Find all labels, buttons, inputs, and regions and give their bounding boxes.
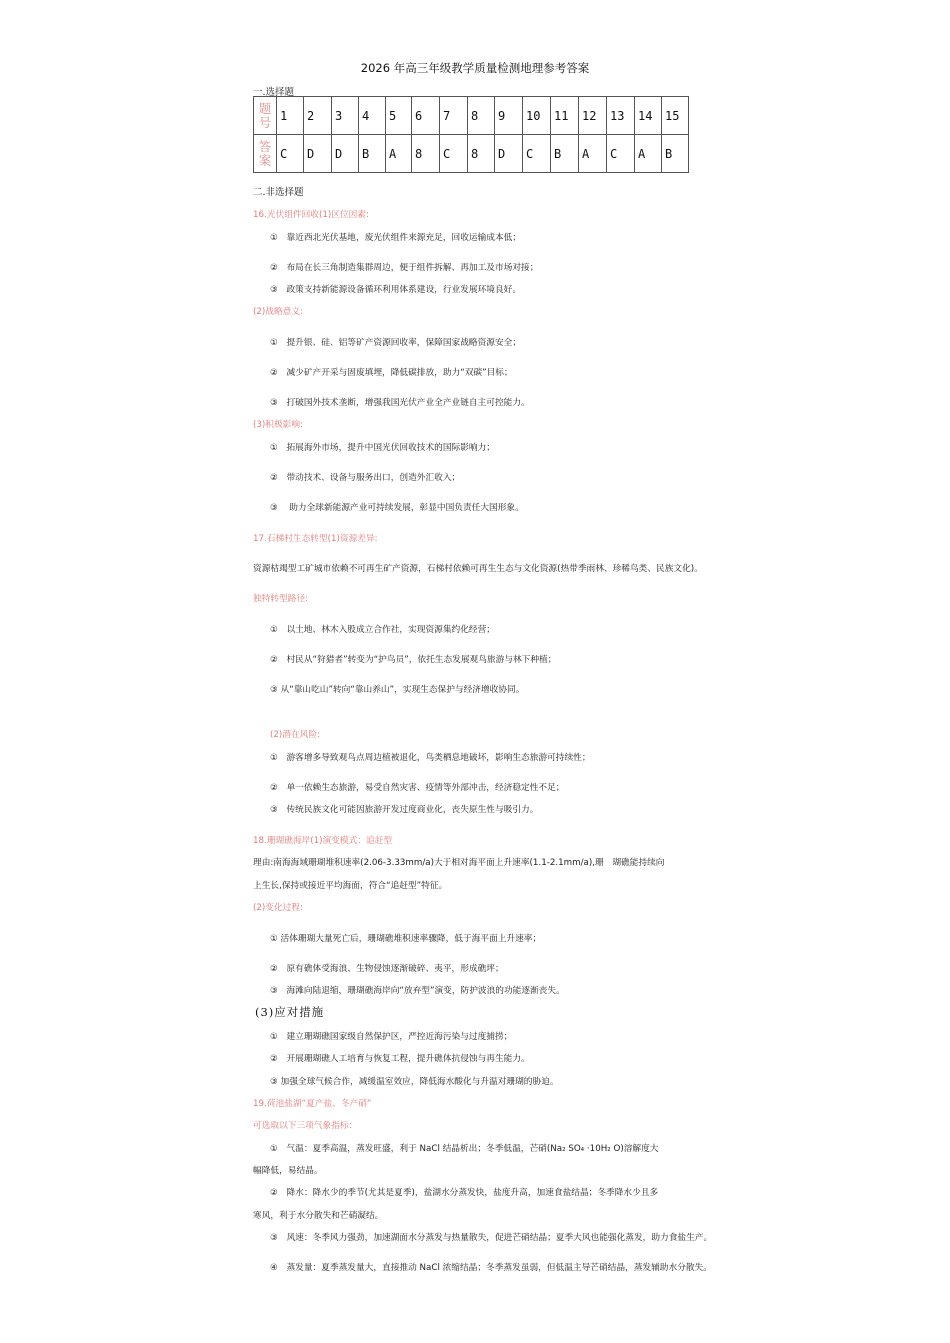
answer-line: ② 减少矿产开采与固废填埋，降低碳排放，助力“双碳”目标； — [270, 368, 513, 378]
question-number-cell: 2 — [304, 97, 332, 135]
answer-line: (2)战略意义: — [253, 307, 303, 317]
answer-line: ③ 从“靠山吃山”转向“靠山养山”，实现生态保护与经济增收协同。 — [270, 685, 525, 695]
answer-line: ② 原有礁体受海浪、生物侵蚀逐渐破碎、夷平，形成礁坪； — [270, 964, 504, 974]
header-char: 号 — [258, 114, 272, 130]
answer-cell: A — [635, 135, 662, 173]
question-number-cell: 11 — [551, 97, 579, 135]
header-char: 题 — [258, 100, 272, 116]
answer-line: 资源枯竭型工矿城市依赖不可再生矿产资源，石梯村依赖可再生生态与文化资源(热带季雨林、珍稀鸟类、民族文化)。 — [253, 564, 703, 574]
question-number-cell: 4 — [359, 97, 386, 135]
answer-line: 18.珊瑚礁海岸(1)演变模式：追赶型 — [253, 836, 393, 846]
answer-line: 理由:南海海域珊瑚堆积速率(2.06-3.33mm/a)大于相对海平面上升速率(1.1-2.1mm/a),珊 瑚礁能持续向 — [253, 858, 665, 868]
answer-table — [253, 96, 689, 173]
answer-cell: B — [359, 135, 386, 173]
page-title: 2026 年高三年级教学质量检测地理参考答案 — [360, 61, 590, 75]
answer-cell: C — [607, 135, 635, 173]
answer-line: ④ 蒸发量：夏季蒸发量大，直接推动 NaCl 浓缩结晶；冬季蒸发虽弱，但低温主导芒硝结晶，蒸发辅助水分散失。 — [270, 1263, 712, 1273]
question-number-cell: 15 — [662, 97, 689, 135]
question-number-cell: 13 — [607, 97, 635, 135]
answer-line: ③ 加强全球气候合作，减缓温室效应，降低海水酸化与升温对珊瑚的胁迫。 — [270, 1077, 559, 1087]
section-choice-heading: 一.选择题 — [253, 87, 295, 98]
answer-line: 19.荷池盐湖“夏产盐、冬产硝” — [253, 1099, 372, 1109]
question-number-cell: 3 — [332, 97, 359, 135]
header-char: 答 — [258, 138, 272, 154]
table-row-numbers — [254, 97, 689, 135]
question-number-cell: 8 — [468, 97, 495, 135]
answer-line: 可选取以下三项气象指标： — [253, 1121, 358, 1131]
answer-line: ② 村民从“狩猎者”转变为“护鸟员”，依托生态发展观鸟旅游与林下种植； — [270, 655, 557, 665]
answer-line: ③ 打破国外技术垄断，增强我国光伏产业全产业链自主可控能力。 — [270, 398, 530, 408]
question-number-cell: 9 — [495, 97, 523, 135]
header-char: 案 — [258, 152, 272, 168]
answer-cell: C — [523, 135, 551, 173]
question-number-cell: 10 — [523, 97, 551, 135]
answer-cell: 8 — [412, 135, 440, 173]
answer-line: ① 活体珊瑚大量死亡后，珊瑚礁堆积速率骤降，低于海平面上升速率； — [270, 934, 542, 944]
answer-line: (3)应对措施 — [255, 1005, 325, 1019]
answer-line: ③ 海滩向陆退缩，珊瑚礁海岸向“放弃型”演变，防护波浪的功能逐渐丧失。 — [270, 986, 565, 996]
question-number-cell: 14 — [635, 97, 662, 135]
answer-line: (3)积极影响: — [253, 420, 303, 430]
answer-line: 16.光伏组件回收(1)区位因素: — [253, 210, 369, 220]
answer-line: ② 带动技术、设备与服务出口，创造外汇收入； — [270, 473, 461, 483]
answer-line: ② 开展珊瑚礁人工培育与恢复工程，提升礁体抗侵蚀与再生能力。 — [270, 1054, 530, 1064]
question-number-cell: 7 — [440, 97, 468, 135]
answer-line: 寒风，利于水分散失和芒硝凝结。 — [253, 1211, 384, 1221]
header-cell-number — [254, 97, 277, 135]
answer-line: 17.石梯村生态转型(1)资源差异: — [253, 534, 378, 544]
answer-cell: D — [304, 135, 332, 173]
answer-line: 幅降低，易结晶。 — [253, 1166, 323, 1176]
answer-cell: C — [440, 135, 468, 173]
answer-cell: A — [386, 135, 412, 173]
answer-cell: A — [579, 135, 607, 173]
answer-cell: D — [495, 135, 523, 173]
answer-line: ① 游客增多导致观鸟点周边植被退化，鸟类栖息地破坏，影响生态旅游可持续性； — [270, 753, 591, 763]
answer-line: 上生长,保持或接近平均海面，符合“追赶型”特征。 — [253, 881, 448, 891]
table-row-answers — [254, 135, 689, 173]
answer-line: ① 以土地、林木入股成立合作社，实现资源集约化经营； — [270, 625, 495, 635]
answer-line: 独特转型路径: — [253, 594, 309, 604]
answer-line: ① 气温：夏季高温，蒸发旺盛，利于 NaCl 结晶析出；冬季低温，芒硝(Na₂ SO₄ ·10H₂ O)溶解度大 — [270, 1144, 659, 1154]
answer-cell: C — [277, 135, 304, 173]
answer-line: (2)潜在风险: — [270, 730, 320, 740]
answer-line: (2)变化过程: — [253, 903, 303, 913]
question-number-cell: 5 — [386, 97, 412, 135]
question-number-cell: 12 — [579, 97, 607, 135]
question-number-cell: 6 — [412, 97, 440, 135]
answer-line: ② 降水：降水少的季节(尤其是夏季)，盐湖水分蒸发快，盐度升高，加速食盐结晶；冬季降水少且多 — [270, 1188, 659, 1198]
answer-line: ① 靠近西北光伏基地，废光伏组件来源充足，回收运输成本低； — [270, 233, 522, 243]
answer-cell: B — [551, 135, 579, 173]
answer-line: ① 提升银、硅、铝等矿产资源回收率，保障国家战略资源安全； — [270, 338, 522, 348]
answer-line: ① 建立珊瑚礁国家级自然保护区，严控近海污染与过度捕捞； — [270, 1032, 513, 1042]
section-nonchoice-heading: 二.非选择题 — [253, 187, 304, 198]
answer-line: ③ 政策支持新能源设备循环利用体系建设，行业发展环境良好。 — [270, 285, 522, 295]
answer-line: ③ 传统民族文化可能因旅游开发过度商业化，丧失原生性与吸引力。 — [270, 805, 539, 815]
answer-line: ② 单一依赖生态旅游，易受自然灾害、疫情等外部冲击，经济稳定性不足； — [270, 783, 565, 793]
answer-line: ② 布局在长三角制造集群周边，便于组件拆解、再加工及市场对接； — [270, 263, 539, 273]
answer-cell: B — [662, 135, 689, 173]
header-cell-answer — [254, 135, 277, 173]
answer-line: ① 拓展海外市场，提升中国光伏回收技术的国际影响力； — [270, 443, 495, 453]
answer-cell: 8 — [468, 135, 495, 173]
answer-line: ③ 风速：冬季风力强劲，加速湖面水分蒸发与热量散失，促进芒硝结晶；夏季大风也能强化蒸发，助力食盐生产。 — [270, 1233, 713, 1243]
answer-line: ③ 助力全球新能源产业可持续发展，彰显中国负责任大国形象。 — [270, 503, 524, 513]
question-number-cell: 1 — [277, 97, 304, 135]
answer-cell: D — [332, 135, 359, 173]
